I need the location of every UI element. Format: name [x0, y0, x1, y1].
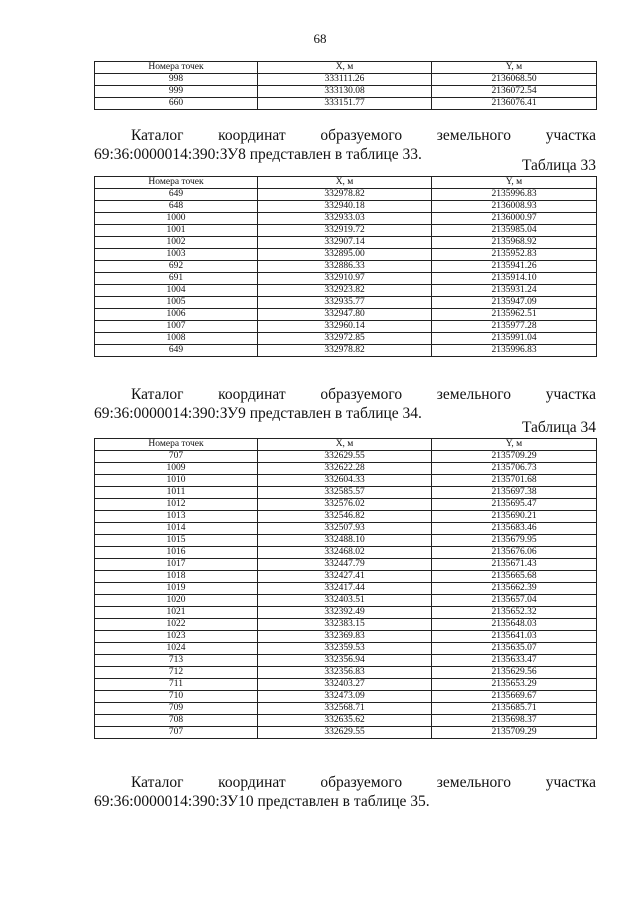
cell-y: 2135698.37 — [432, 715, 597, 727]
cell-x: 333111.26 — [258, 74, 432, 86]
cell-x: 332629.55 — [258, 451, 432, 463]
cell-y: 2135648.03 — [432, 619, 597, 631]
word: участка — [545, 127, 596, 144]
table-34-caption: Таблица 34 — [521, 419, 596, 436]
table-row — [95, 511, 597, 523]
table-header-row — [95, 439, 597, 451]
table-row — [95, 237, 597, 249]
cell-x: 332427.41 — [258, 571, 432, 583]
word: образуемого — [320, 386, 403, 403]
cell-y: 2135709.29 — [432, 727, 597, 739]
cell-y: 2135947.09 — [432, 297, 597, 309]
table-row — [95, 189, 597, 201]
table-row — [95, 451, 597, 463]
cell-point: 708 — [95, 715, 258, 727]
paragraph-line-1 — [94, 773, 596, 792]
table-header-row — [95, 177, 597, 189]
cell-point: 648 — [95, 201, 258, 213]
word: Каталог — [131, 386, 184, 403]
table-header-row — [95, 62, 597, 74]
table-row — [95, 679, 597, 691]
cell-x: 332468.02 — [258, 547, 432, 559]
cell-x: 332417.44 — [258, 583, 432, 595]
table-row — [95, 285, 597, 297]
cell-y: 2135697.38 — [432, 487, 597, 499]
cell-x: 332392.49 — [258, 607, 432, 619]
cell-point: 691 — [95, 273, 258, 285]
cell-x: 332403.51 — [258, 595, 432, 607]
cell-point: 1013 — [95, 511, 258, 523]
cell-y: 2135962.51 — [432, 309, 597, 321]
table-row — [95, 475, 597, 487]
word: координат — [218, 127, 286, 144]
cell-y: 2135996.83 — [432, 345, 597, 357]
cell-y: 2135952.83 — [432, 249, 597, 261]
paragraph-line-2: 69:36:0000014:390:ЗУ10 представлен в таблице 35. — [94, 793, 430, 810]
table-row — [95, 571, 597, 583]
table-row — [95, 607, 597, 619]
cell-x: 332629.55 — [258, 727, 432, 739]
table-row — [95, 213, 597, 225]
cell-point: 1003 — [95, 249, 258, 261]
cell-y: 2136008.93 — [432, 201, 597, 213]
cell-y: 2136000.97 — [432, 213, 597, 225]
cell-x: 332507.93 — [258, 523, 432, 535]
word: земельного — [436, 774, 512, 791]
table-row — [95, 559, 597, 571]
cell-y: 2135683.46 — [432, 523, 597, 535]
cell-x: 332910.97 — [258, 273, 432, 285]
cell-point: 1007 — [95, 321, 258, 333]
catalog-paragraph-zu8 — [94, 126, 596, 164]
cell-point: 707 — [95, 451, 258, 463]
table-row — [95, 595, 597, 607]
cell-x: 332972.85 — [258, 333, 432, 345]
cell-x: 332488.10 — [258, 535, 432, 547]
cell-y: 2135633.47 — [432, 655, 597, 667]
cell-x: 332635.62 — [258, 715, 432, 727]
column-header-x: X, м — [258, 177, 432, 189]
column-header-y: Y, м — [432, 62, 597, 74]
cell-point: 1001 — [95, 225, 258, 237]
word: участка — [545, 774, 596, 791]
word: участка — [545, 386, 596, 403]
cell-point: 1019 — [95, 583, 258, 595]
table-row — [95, 261, 597, 273]
cell-point: 709 — [95, 703, 258, 715]
word: Каталог — [131, 127, 184, 144]
cell-y: 2135629.56 — [432, 667, 597, 679]
table-row — [95, 583, 597, 595]
word: координат — [218, 774, 286, 791]
table-row — [95, 655, 597, 667]
cell-point: 711 — [95, 679, 258, 691]
cell-x: 332978.82 — [258, 189, 432, 201]
cell-point: 1010 — [95, 475, 258, 487]
cell-y: 2135690.21 — [432, 511, 597, 523]
cell-point: 1020 — [95, 595, 258, 607]
cell-x: 332919.72 — [258, 225, 432, 237]
cell-x: 332359.53 — [258, 643, 432, 655]
table-row — [95, 523, 597, 535]
cell-y: 2135968.92 — [432, 237, 597, 249]
cell-point: 999 — [95, 86, 258, 98]
table-row — [95, 547, 597, 559]
cell-point: 1015 — [95, 535, 258, 547]
table-row — [95, 727, 597, 739]
cell-point: 649 — [95, 345, 258, 357]
cell-x: 332923.82 — [258, 285, 432, 297]
word: земельного — [436, 127, 512, 144]
cell-x: 332907.14 — [258, 237, 432, 249]
cell-x: 332473.09 — [258, 691, 432, 703]
table-row — [95, 297, 597, 309]
cell-point: 649 — [95, 189, 258, 201]
cell-point: 1011 — [95, 487, 258, 499]
cell-x: 333130.08 — [258, 86, 432, 98]
cell-y: 2135941.26 — [432, 261, 597, 273]
cell-point: 1024 — [95, 643, 258, 655]
cell-y: 2135662.39 — [432, 583, 597, 595]
cell-x: 332585.57 — [258, 487, 432, 499]
cell-x: 332369.83 — [258, 631, 432, 643]
cell-point: 1006 — [95, 309, 258, 321]
cell-point: 998 — [95, 74, 258, 86]
cell-point: 692 — [95, 261, 258, 273]
table-row — [95, 643, 597, 655]
word: образуемого — [320, 774, 403, 791]
table-row — [95, 667, 597, 679]
cell-y: 2135676.06 — [432, 547, 597, 559]
cell-x: 332940.18 — [258, 201, 432, 213]
cell-point: 1023 — [95, 631, 258, 643]
coordinates-table-34 — [94, 438, 597, 739]
cell-y: 2135685.71 — [432, 703, 597, 715]
table-row — [95, 74, 597, 86]
word: координат — [218, 386, 286, 403]
cell-y: 2136068.50 — [432, 74, 597, 86]
cell-point: 1016 — [95, 547, 258, 559]
table-row — [95, 499, 597, 511]
cell-x: 332895.00 — [258, 249, 432, 261]
cell-point: 712 — [95, 667, 258, 679]
cell-x: 332383.15 — [258, 619, 432, 631]
cell-y: 2135665.68 — [432, 571, 597, 583]
cell-point: 1014 — [95, 523, 258, 535]
table-row — [95, 309, 597, 321]
table-row — [95, 201, 597, 213]
cell-y: 2135914.10 — [432, 273, 597, 285]
cell-point: 1017 — [95, 559, 258, 571]
cell-x: 332886.33 — [258, 261, 432, 273]
cell-point: 1012 — [95, 499, 258, 511]
word: земельного — [436, 386, 512, 403]
table-row — [95, 619, 597, 631]
table-row — [95, 703, 597, 715]
cell-x: 332403.27 — [258, 679, 432, 691]
table-row — [95, 631, 597, 643]
cell-y: 2135652.32 — [432, 607, 597, 619]
cell-x: 332568.71 — [258, 703, 432, 715]
table-row — [95, 715, 597, 727]
cell-x: 332356.94 — [258, 655, 432, 667]
column-header-point: Номера точек — [95, 62, 258, 74]
cell-point: 707 — [95, 727, 258, 739]
table-row — [95, 691, 597, 703]
column-header-x: X, м — [258, 439, 432, 451]
cell-y: 2135996.83 — [432, 189, 597, 201]
cell-y: 2135669.67 — [432, 691, 597, 703]
cell-x: 332546.82 — [258, 511, 432, 523]
cell-point: 1009 — [95, 463, 258, 475]
cell-x: 332960.14 — [258, 321, 432, 333]
table-row — [95, 333, 597, 345]
cell-x: 332604.33 — [258, 475, 432, 487]
cell-x: 332935.77 — [258, 297, 432, 309]
cell-y: 2135653.29 — [432, 679, 597, 691]
cell-y: 2135977.28 — [432, 321, 597, 333]
cell-y: 2135641.03 — [432, 631, 597, 643]
cell-point: 1002 — [95, 237, 258, 249]
word: Каталог — [131, 774, 184, 791]
cell-y: 2135635.07 — [432, 643, 597, 655]
column-header-point: Номера точек — [95, 439, 258, 451]
cell-point: 660 — [95, 98, 258, 110]
cell-point: 713 — [95, 655, 258, 667]
paragraph-line-2: 69:36:0000014:390:ЗУ9 представлен в таблице 34. — [94, 405, 422, 422]
table-row — [95, 86, 597, 98]
cell-y: 2135695.47 — [432, 499, 597, 511]
cell-y: 2136076.41 — [432, 98, 597, 110]
cell-point: 1021 — [95, 607, 258, 619]
cell-y: 2135709.29 — [432, 451, 597, 463]
cell-y: 2135679.95 — [432, 535, 597, 547]
catalog-paragraph-zu10 — [94, 773, 596, 811]
table-row — [95, 463, 597, 475]
cell-point: 1018 — [95, 571, 258, 583]
cell-x: 332447.79 — [258, 559, 432, 571]
cell-y: 2135671.43 — [432, 559, 597, 571]
cell-point: 710 — [95, 691, 258, 703]
paragraph-line-1 — [94, 126, 596, 145]
cell-x: 332933.03 — [258, 213, 432, 225]
word: образуемого — [320, 127, 403, 144]
cell-y: 2135701.68 — [432, 475, 597, 487]
cell-y: 2136072.54 — [432, 86, 597, 98]
catalog-paragraph-zu9 — [94, 385, 596, 423]
column-header-point: Номера точек — [95, 177, 258, 189]
table-row — [95, 98, 597, 110]
cell-y: 2135931.24 — [432, 285, 597, 297]
column-header-x: X, м — [258, 62, 432, 74]
cell-y: 2135657.04 — [432, 595, 597, 607]
table-row — [95, 249, 597, 261]
paragraph-line-1 — [94, 385, 596, 404]
page-number: 68 — [313, 31, 327, 46]
cell-point: 1008 — [95, 333, 258, 345]
cell-y: 2135991.04 — [432, 333, 597, 345]
table-33-caption: Таблица 33 — [521, 157, 596, 174]
cell-x: 333151.77 — [258, 98, 432, 110]
table-row — [95, 225, 597, 237]
cell-point: 1004 — [95, 285, 258, 297]
table-row — [95, 273, 597, 285]
table-row — [95, 535, 597, 547]
paragraph-line-2: 69:36:0000014:390:ЗУ8 представлен в таблице 33. — [94, 146, 422, 163]
cell-y: 2135706.73 — [432, 463, 597, 475]
cell-x: 332978.82 — [258, 345, 432, 357]
column-header-y: Y, м — [432, 177, 597, 189]
coordinates-table-top — [94, 61, 597, 110]
cell-point: 1005 — [95, 297, 258, 309]
column-header-y: Y, м — [432, 439, 597, 451]
cell-x: 332947.80 — [258, 309, 432, 321]
cell-point: 1000 — [95, 213, 258, 225]
table-row — [95, 321, 597, 333]
coordinates-table-33 — [94, 176, 597, 357]
table-row — [95, 487, 597, 499]
cell-x: 332356.83 — [258, 667, 432, 679]
cell-y: 2135985.04 — [432, 225, 597, 237]
table-row — [95, 345, 597, 357]
cell-x: 332622.28 — [258, 463, 432, 475]
cell-x: 332576.02 — [258, 499, 432, 511]
cell-point: 1022 — [95, 619, 258, 631]
